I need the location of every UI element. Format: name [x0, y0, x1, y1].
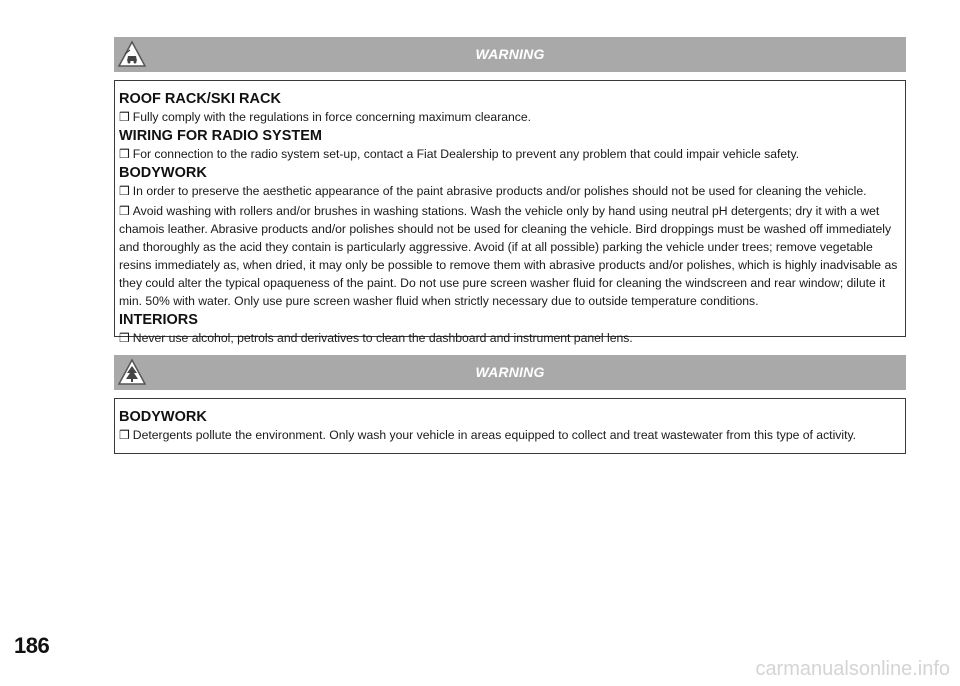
bullet-icon: ❒ [119, 110, 130, 124]
warning-title: WARNING [475, 46, 545, 62]
paragraph-text: Detergents pollute the environment. Only wash your vehicle in areas equipped to collect and treat wastewater from this type of activity. [132, 428, 857, 442]
section-heading: BODYWORK [119, 409, 207, 425]
warning-header-2 [114, 355, 906, 390]
warning-box-1 [114, 80, 906, 345]
page-number: 186 [14, 633, 50, 658]
paragraph-text: For connection to the radio system set-up, contact a Fiat Dealership to prevent any problem that could impair vehicle safety. [132, 147, 800, 161]
bullet-icon: ❒ [119, 147, 130, 161]
section-paragraph [119, 182, 901, 200]
paragraph-text: In order to preserve the aesthetic appearance of the paint abrasive products and/or polishes should not be used for cleaning the vehicle. [132, 184, 867, 198]
section-heading: BODYWORK [119, 165, 207, 181]
warning-title: WARNING [475, 364, 545, 380]
bullet-icon: ❒ [119, 204, 130, 218]
paragraph-text: Fully comply with the regulations in force concerning maximum clearance. [132, 110, 532, 124]
bullet-icon: ❒ [119, 331, 130, 345]
section-paragraph [119, 426, 901, 444]
section-heading: ROOF RACK/SKI RACK [119, 91, 281, 107]
paragraph-text: Never use alcohol, petrols and derivatives to clean the dashboard and instrument panel lens. [132, 331, 633, 345]
bullet-icon: ❒ [119, 184, 130, 198]
paragraph-text: Avoid washing with rollers and/or brushes in washing stations. Wash the vehicle only by hand using neutral pH detergents; dry it with a wet chamois leather. Abrasive products and/or polishes should not be used for cleaning the vehicle. Bird droppings must be washed off immediately and thoroughly as the acid they contain is particularly aggressive. Avoid (if at all possible) parking the vehicle under trees; remove vegetable resins immediately as, when dried, it may only be possible to remove them with abrasive products and/or polishes, which is highly inadvisable as they could alter the typical opaqueness of the paint. Do not use pure screen washer fluid for cleaning the windscreen and rear window; dilute it min. 50% with water. Only use pure screen washer fluid when strictly necessary due to outside temperature conditions. [119, 204, 898, 308]
section-paragraph [119, 108, 901, 126]
warning-header-1 [114, 37, 906, 72]
section-heading: WIRING FOR RADIO SYSTEM [119, 128, 322, 144]
warning-box-2 [114, 398, 906, 454]
section-heading: INTERIORS [119, 312, 198, 328]
watermark: carmanualsonline.info [755, 658, 950, 680]
bullet-icon: ❒ [119, 428, 130, 442]
section-paragraph [119, 329, 901, 347]
section-paragraph [119, 145, 901, 163]
section-paragraph [119, 202, 901, 310]
